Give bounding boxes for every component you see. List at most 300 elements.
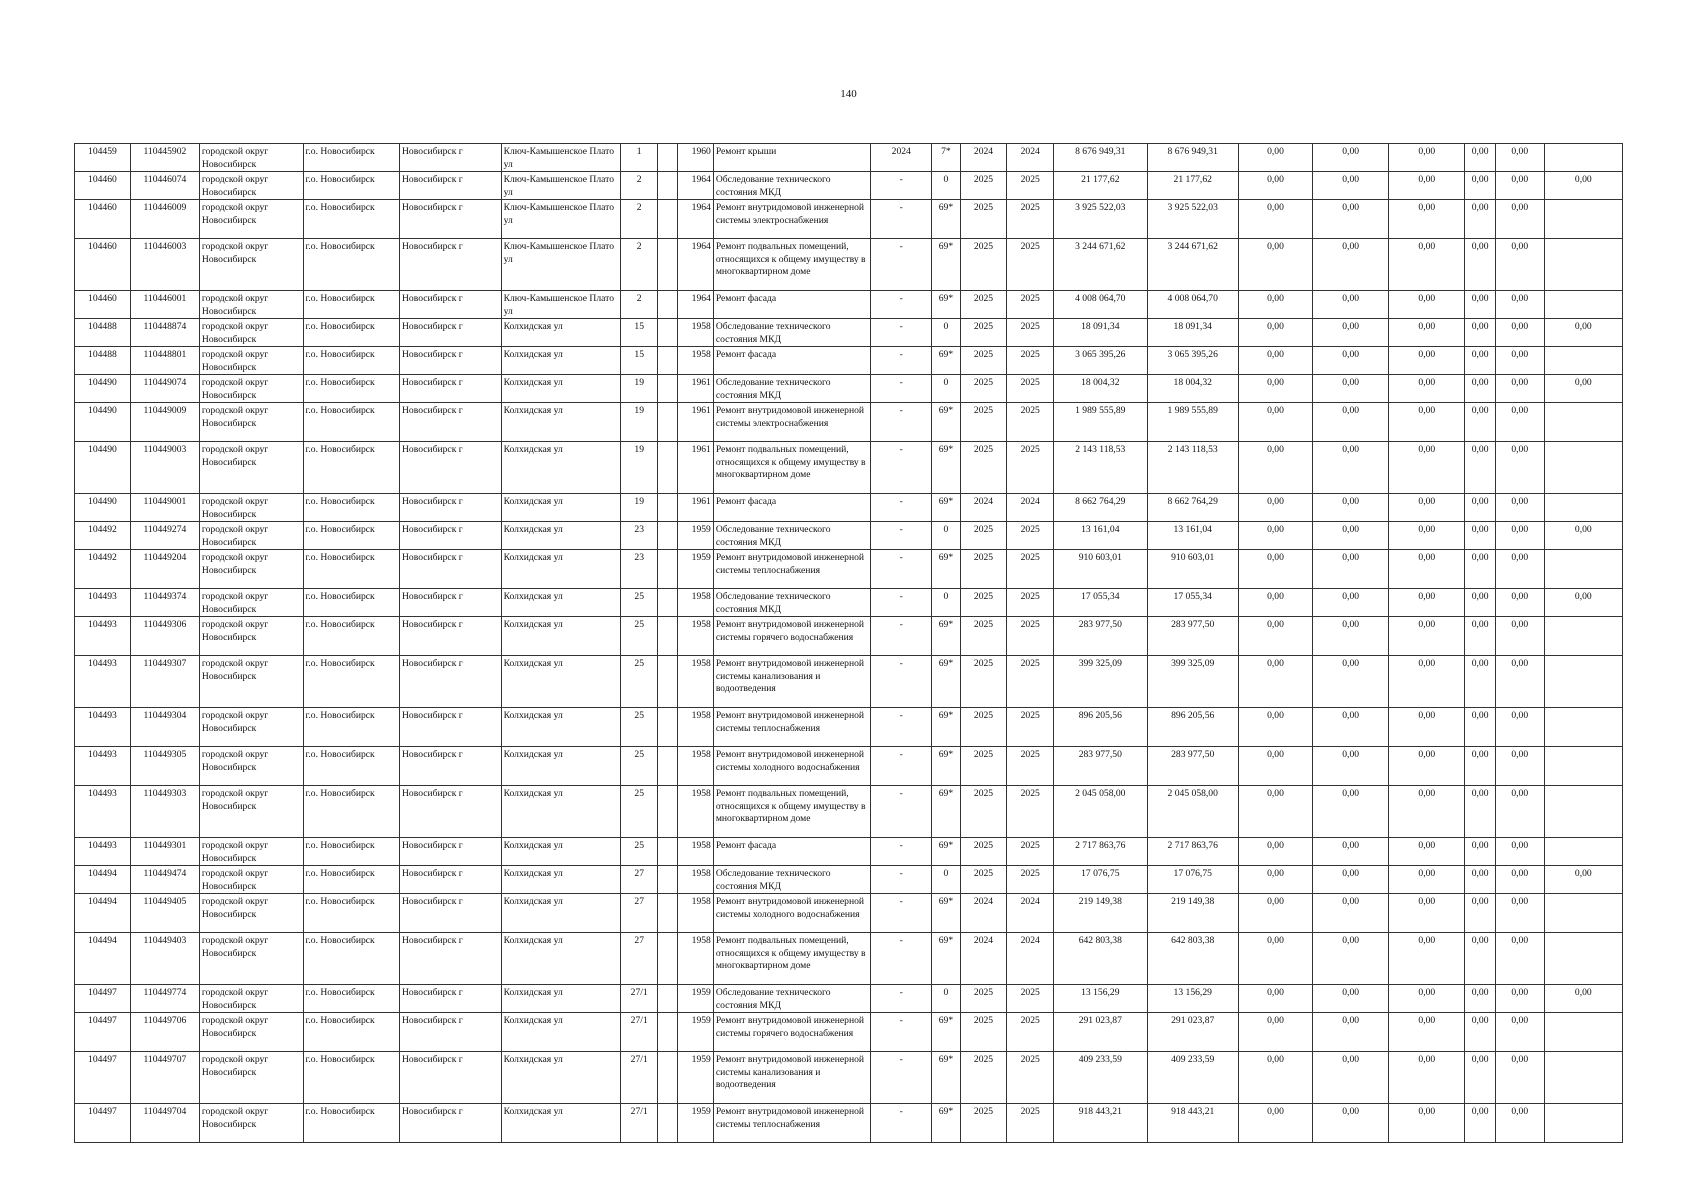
cell-work-type: Ремонт фасада [713,347,870,375]
cell-build-year: 1958 [678,708,714,747]
cell-settlement: Новосибирск г [400,589,502,617]
cell-reserve [1544,550,1622,589]
cell-object-id: 104490 [75,494,131,522]
table-row [75,894,1623,933]
cell-settlement: Новосибирск г [400,172,502,200]
cell-object-id: 104492 [75,550,131,589]
cell-house-number: 25 [621,838,658,866]
cell-object-id: 104497 [75,1104,131,1143]
cell-local-budget: 0,00 [1389,656,1465,708]
cell-owners-funds: 0,00 [1495,375,1544,403]
cell-work-type: Обследование технического состояния МКД [713,589,870,617]
cell-house-number: 19 [621,494,658,522]
cell-object-id: 104460 [75,172,131,200]
cell-district: г.о. Новосибирск [303,838,399,866]
cell-house-number: 25 [621,617,658,656]
cell-wear-percent: 0 [932,985,960,1013]
cell-last-repair-year: - [871,708,932,747]
cell-federal-budget: 0,00 [1238,522,1312,550]
cell-house-letter [657,708,677,747]
cell-reserve [1544,1052,1622,1104]
cell-reserve [1544,786,1622,838]
cell-object-id: 104488 [75,319,131,347]
cell-work-id: 110446074 [130,172,199,200]
cell-plan-end-year: 2025 [1007,838,1054,866]
cell-last-repair-year: - [871,375,932,403]
cell-local-budget: 0,00 [1389,933,1465,985]
cell-object-id: 104460 [75,239,131,291]
cell-fund-cost: 409 233,59 [1147,1052,1238,1104]
cell-federal-budget: 0,00 [1238,933,1312,985]
cell-work-type: Ремонт фасада [713,494,870,522]
cell-house-letter [657,347,677,375]
cell-last-repair-year: - [871,786,932,838]
cell-wear-percent: 69* [932,550,960,589]
cell-house-letter [657,747,677,786]
cell-street: Колхидская ул [501,1052,621,1104]
table-row [75,617,1623,656]
cell-plan-end-year: 2025 [1007,319,1054,347]
cell-wear-percent: 69* [932,403,960,442]
cell-house-number: 2 [621,172,658,200]
table-row [75,200,1623,239]
cell-work-type: Обследование технического состояния МКД [713,866,870,894]
cell-settlement: Новосибирск г [400,1013,502,1052]
cell-municipality: городской округ Новосибирск [199,494,303,522]
cell-owners-funds: 0,00 [1495,172,1544,200]
cell-build-year: 1964 [678,200,714,239]
cell-regional-budget: 0,00 [1313,375,1389,403]
table-row [75,347,1623,375]
cell-work-type: Ремонт внутридомовой инженерной системы теплоснабжения [713,550,870,589]
cell-house-letter [657,656,677,708]
cell-work-id: 110449403 [130,933,199,985]
cell-work-id: 110449303 [130,786,199,838]
cell-total-cost: 18 091,34 [1054,319,1147,347]
cell-last-repair-year: - [871,347,932,375]
cell-house-number: 27/1 [621,985,658,1013]
cell-total-cost: 3 925 522,03 [1054,200,1147,239]
cell-regional-budget: 0,00 [1313,1104,1389,1143]
cell-federal-budget: 0,00 [1238,1052,1312,1104]
table-row [75,1052,1623,1104]
cell-last-repair-year: - [871,866,932,894]
cell-other-funds: 0,00 [1465,291,1495,319]
cell-settlement: Новосибирск г [400,1104,502,1143]
cell-plan-end-year: 2025 [1007,200,1054,239]
cell-municipality: городской округ Новосибирск [199,550,303,589]
cell-house-number: 25 [621,747,658,786]
cell-house-letter [657,319,677,347]
cell-district: г.о. Новосибирск [303,747,399,786]
cell-work-type: Ремонт подвальных помещений, относящихся к общему имуществу в многоквартирном доме [713,786,870,838]
cell-municipality: городской округ Новосибирск [199,866,303,894]
cell-district: г.о. Новосибирск [303,494,399,522]
cell-other-funds: 0,00 [1465,172,1495,200]
cell-reserve [1544,347,1622,375]
cell-settlement: Новосибирск г [400,375,502,403]
cell-plan-end-year: 2025 [1007,656,1054,708]
cell-street: Ключ-Камышенское Плато ул [501,172,621,200]
cell-plan-start-year: 2025 [960,786,1007,838]
cell-house-number: 27/1 [621,1052,658,1104]
cell-street: Ключ-Камышенское Плато ул [501,239,621,291]
cell-municipality: городской округ Новосибирск [199,347,303,375]
cell-plan-end-year: 2025 [1007,589,1054,617]
table-row [75,933,1623,985]
cell-district: г.о. Новосибирск [303,933,399,985]
cell-other-funds: 0,00 [1465,494,1495,522]
cell-plan-end-year: 2024 [1007,494,1054,522]
cell-reserve [1544,144,1622,172]
cell-object-id: 104493 [75,838,131,866]
cell-regional-budget: 0,00 [1313,656,1389,708]
table-row [75,838,1623,866]
cell-wear-percent: 69* [932,786,960,838]
cell-street: Колхидская ул [501,985,621,1013]
cell-last-repair-year: - [871,522,932,550]
cell-reserve [1544,838,1622,866]
cell-reserve [1544,617,1622,656]
cell-wear-percent: 69* [932,1104,960,1143]
cell-house-number: 25 [621,589,658,617]
cell-total-cost: 910 603,01 [1054,550,1147,589]
cell-owners-funds: 0,00 [1495,894,1544,933]
cell-build-year: 1958 [678,589,714,617]
cell-regional-budget: 0,00 [1313,550,1389,589]
cell-municipality: городской округ Новосибирск [199,838,303,866]
cell-wear-percent: 69* [932,1052,960,1104]
cell-federal-budget: 0,00 [1238,347,1312,375]
cell-municipality: городской округ Новосибирск [199,403,303,442]
cell-fund-cost: 21 177,62 [1147,172,1238,200]
cell-owners-funds: 0,00 [1495,589,1544,617]
cell-other-funds: 0,00 [1465,786,1495,838]
cell-plan-end-year: 2025 [1007,708,1054,747]
cell-wear-percent: 69* [932,442,960,494]
cell-district: г.о. Новосибирск [303,172,399,200]
cell-regional-budget: 0,00 [1313,172,1389,200]
cell-regional-budget: 0,00 [1313,522,1389,550]
cell-last-repair-year: - [871,442,932,494]
cell-build-year: 1958 [678,617,714,656]
cell-settlement: Новосибирск г [400,442,502,494]
cell-fund-cost: 219 149,38 [1147,894,1238,933]
cell-municipality: городской округ Новосибирск [199,933,303,985]
cell-fund-cost: 2 717 863,76 [1147,838,1238,866]
cell-municipality: городской округ Новосибирск [199,522,303,550]
cell-plan-end-year: 2025 [1007,239,1054,291]
cell-reserve: 0,00 [1544,522,1622,550]
cell-wear-percent: 69* [932,708,960,747]
cell-wear-percent: 69* [932,617,960,656]
cell-municipality: городской округ Новосибирск [199,319,303,347]
cell-municipality: городской округ Новосибирск [199,239,303,291]
cell-house-number: 27 [621,933,658,985]
cell-work-type: Ремонт внутридомовой инженерной системы горячего водоснабжения [713,617,870,656]
cell-other-funds: 0,00 [1465,403,1495,442]
cell-plan-end-year: 2024 [1007,144,1054,172]
cell-build-year: 1958 [678,866,714,894]
cell-municipality: городской округ Новосибирск [199,708,303,747]
cell-wear-percent: 0 [932,522,960,550]
cell-plan-start-year: 2025 [960,319,1007,347]
cell-work-id: 110448874 [130,319,199,347]
cell-reserve: 0,00 [1544,172,1622,200]
cell-reserve [1544,200,1622,239]
cell-municipality: городской округ Новосибирск [199,200,303,239]
table-row [75,866,1623,894]
cell-district: г.о. Новосибирск [303,656,399,708]
cell-settlement: Новосибирск г [400,522,502,550]
cell-municipality: городской округ Новосибирск [199,656,303,708]
cell-wear-percent: 69* [932,347,960,375]
cell-house-letter [657,866,677,894]
cell-plan-start-year: 2025 [960,708,1007,747]
cell-local-budget: 0,00 [1389,786,1465,838]
cell-wear-percent: 0 [932,589,960,617]
cell-fund-cost: 17 076,75 [1147,866,1238,894]
cell-regional-budget: 0,00 [1313,494,1389,522]
cell-house-number: 19 [621,442,658,494]
cell-last-repair-year: - [871,933,932,985]
cell-federal-budget: 0,00 [1238,291,1312,319]
cell-last-repair-year: - [871,550,932,589]
cell-object-id: 104490 [75,403,131,442]
cell-last-repair-year: - [871,319,932,347]
cell-settlement: Новосибирск г [400,838,502,866]
cell-total-cost: 2 717 863,76 [1054,838,1147,866]
cell-regional-budget: 0,00 [1313,144,1389,172]
cell-wear-percent: 69* [932,894,960,933]
cell-local-budget: 0,00 [1389,144,1465,172]
table-row [75,550,1623,589]
cell-total-cost: 918 443,21 [1054,1104,1147,1143]
cell-work-id: 110449301 [130,838,199,866]
cell-fund-cost: 896 205,56 [1147,708,1238,747]
cell-object-id: 104494 [75,866,131,894]
cell-plan-end-year: 2025 [1007,442,1054,494]
cell-street: Колхидская ул [501,838,621,866]
cell-total-cost: 1 989 555,89 [1054,403,1147,442]
cell-build-year: 1959 [678,985,714,1013]
cell-house-number: 15 [621,347,658,375]
cell-district: г.о. Новосибирск [303,866,399,894]
cell-work-id: 110449707 [130,1052,199,1104]
cell-settlement: Новосибирск г [400,1052,502,1104]
cell-street: Колхидская ул [501,347,621,375]
table-row [75,494,1623,522]
cell-house-number: 27/1 [621,1104,658,1143]
cell-reserve: 0,00 [1544,589,1622,617]
cell-house-letter [657,894,677,933]
cell-regional-budget: 0,00 [1313,894,1389,933]
cell-district: г.о. Новосибирск [303,1052,399,1104]
cell-street: Ключ-Камышенское Плато ул [501,144,621,172]
cell-regional-budget: 0,00 [1313,347,1389,375]
table-row [75,239,1623,291]
cell-plan-start-year: 2025 [960,375,1007,403]
cell-district: г.о. Новосибирск [303,894,399,933]
cell-fund-cost: 4 008 064,70 [1147,291,1238,319]
cell-federal-budget: 0,00 [1238,656,1312,708]
cell-other-funds: 0,00 [1465,985,1495,1013]
cell-fund-cost: 18 004,32 [1147,375,1238,403]
cell-local-budget: 0,00 [1389,200,1465,239]
cell-district: г.о. Новосибирск [303,589,399,617]
cell-district: г.о. Новосибирск [303,708,399,747]
cell-owners-funds: 0,00 [1495,347,1544,375]
cell-wear-percent: 69* [932,494,960,522]
cell-reserve: 0,00 [1544,319,1622,347]
cell-last-repair-year: - [871,838,932,866]
table-row [75,144,1623,172]
cell-plan-end-year: 2025 [1007,291,1054,319]
cell-plan-start-year: 2025 [960,1104,1007,1143]
cell-object-id: 104493 [75,708,131,747]
cell-municipality: городской округ Новосибирск [199,617,303,656]
cell-regional-budget: 0,00 [1313,1052,1389,1104]
cell-district: г.о. Новосибирск [303,1104,399,1143]
cell-wear-percent: 0 [932,866,960,894]
table-row [75,708,1623,747]
cell-fund-cost: 283 977,50 [1147,617,1238,656]
cell-object-id: 104490 [75,375,131,403]
cell-total-cost: 409 233,59 [1054,1052,1147,1104]
cell-local-budget: 0,00 [1389,347,1465,375]
table-row [75,1104,1623,1143]
cell-other-funds: 0,00 [1465,656,1495,708]
cell-house-letter [657,1104,677,1143]
cell-reserve: 0,00 [1544,375,1622,403]
cell-house-letter [657,617,677,656]
cell-object-id: 104497 [75,1013,131,1052]
cell-street: Колхидская ул [501,442,621,494]
cell-build-year: 1964 [678,172,714,200]
cell-street: Колхидская ул [501,522,621,550]
cell-wear-percent: 69* [932,1013,960,1052]
cell-work-type: Ремонт внутридомовой инженерной системы горячего водоснабжения [713,1013,870,1052]
cell-district: г.о. Новосибирск [303,403,399,442]
cell-house-number: 27 [621,866,658,894]
table-row [75,172,1623,200]
cell-reserve [1544,403,1622,442]
cell-owners-funds: 0,00 [1495,239,1544,291]
cell-local-budget: 0,00 [1389,708,1465,747]
cell-work-type: Обследование технического состояния МКД [713,375,870,403]
cell-plan-start-year: 2025 [960,291,1007,319]
cell-other-funds: 0,00 [1465,442,1495,494]
cell-total-cost: 283 977,50 [1054,747,1147,786]
cell-street: Колхидская ул [501,319,621,347]
capital-repair-table [74,143,1623,1143]
cell-owners-funds: 0,00 [1495,442,1544,494]
cell-work-id: 110449374 [130,589,199,617]
cell-local-budget: 0,00 [1389,239,1465,291]
cell-house-number: 25 [621,786,658,838]
cell-regional-budget: 0,00 [1313,589,1389,617]
cell-work-id: 110449003 [130,442,199,494]
cell-last-repair-year: - [871,403,932,442]
cell-plan-end-year: 2025 [1007,375,1054,403]
cell-build-year: 1959 [678,1052,714,1104]
cell-settlement: Новосибирск г [400,933,502,985]
cell-last-repair-year: - [871,1013,932,1052]
cell-other-funds: 0,00 [1465,866,1495,894]
cell-wear-percent: 7* [932,144,960,172]
cell-object-id: 104493 [75,617,131,656]
table-row [75,1013,1623,1052]
cell-plan-end-year: 2025 [1007,1104,1054,1143]
cell-work-id: 110446009 [130,200,199,239]
cell-regional-budget: 0,00 [1313,786,1389,838]
cell-build-year: 1959 [678,1104,714,1143]
cell-work-id: 110449304 [130,708,199,747]
cell-plan-end-year: 2025 [1007,403,1054,442]
cell-fund-cost: 8 676 949,31 [1147,144,1238,172]
cell-plan-end-year: 2025 [1007,617,1054,656]
cell-last-repair-year: - [871,985,932,1013]
cell-house-letter [657,239,677,291]
cell-reserve [1544,747,1622,786]
cell-house-number: 2 [621,239,658,291]
cell-local-budget: 0,00 [1389,403,1465,442]
cell-district: г.о. Новосибирск [303,442,399,494]
cell-local-budget: 0,00 [1389,522,1465,550]
cell-reserve [1544,1013,1622,1052]
cell-settlement: Новосибирск г [400,550,502,589]
cell-street: Колхидская ул [501,1013,621,1052]
cell-build-year: 1961 [678,442,714,494]
cell-municipality: городской округ Новосибирск [199,589,303,617]
cell-other-funds: 0,00 [1465,933,1495,985]
cell-municipality: городской округ Новосибирск [199,442,303,494]
table-row [75,291,1623,319]
cell-owners-funds: 0,00 [1495,144,1544,172]
cell-fund-cost: 3 925 522,03 [1147,200,1238,239]
cell-last-repair-year: - [871,656,932,708]
cell-work-type: Ремонт крыши [713,144,870,172]
cell-plan-start-year: 2025 [960,656,1007,708]
cell-plan-start-year: 2025 [960,1052,1007,1104]
cell-work-type: Ремонт внутридомовой инженерной системы канализования и водоотведения [713,656,870,708]
cell-plan-start-year: 2025 [960,403,1007,442]
cell-local-budget: 0,00 [1389,291,1465,319]
cell-other-funds: 0,00 [1465,617,1495,656]
cell-object-id: 104460 [75,291,131,319]
cell-plan-end-year: 2025 [1007,786,1054,838]
cell-municipality: городской округ Новосибирск [199,291,303,319]
cell-plan-end-year: 2025 [1007,985,1054,1013]
cell-house-number: 19 [621,403,658,442]
cell-work-id: 110449706 [130,1013,199,1052]
cell-district: г.о. Новосибирск [303,786,399,838]
cell-work-type: Ремонт внутридомовой инженерной системы теплоснабжения [713,1104,870,1143]
cell-work-id: 110449474 [130,866,199,894]
cell-local-budget: 0,00 [1389,985,1465,1013]
cell-district: г.о. Новосибирск [303,144,399,172]
cell-total-cost: 642 803,38 [1054,933,1147,985]
cell-work-type: Ремонт внутридомовой инженерной системы теплоснабжения [713,708,870,747]
cell-work-id: 110448801 [130,347,199,375]
cell-house-letter [657,985,677,1013]
cell-local-budget: 0,00 [1389,1052,1465,1104]
cell-plan-start-year: 2024 [960,494,1007,522]
cell-build-year: 1961 [678,494,714,522]
cell-owners-funds: 0,00 [1495,985,1544,1013]
cell-total-cost: 399 325,09 [1054,656,1147,708]
cell-object-id: 104494 [75,894,131,933]
